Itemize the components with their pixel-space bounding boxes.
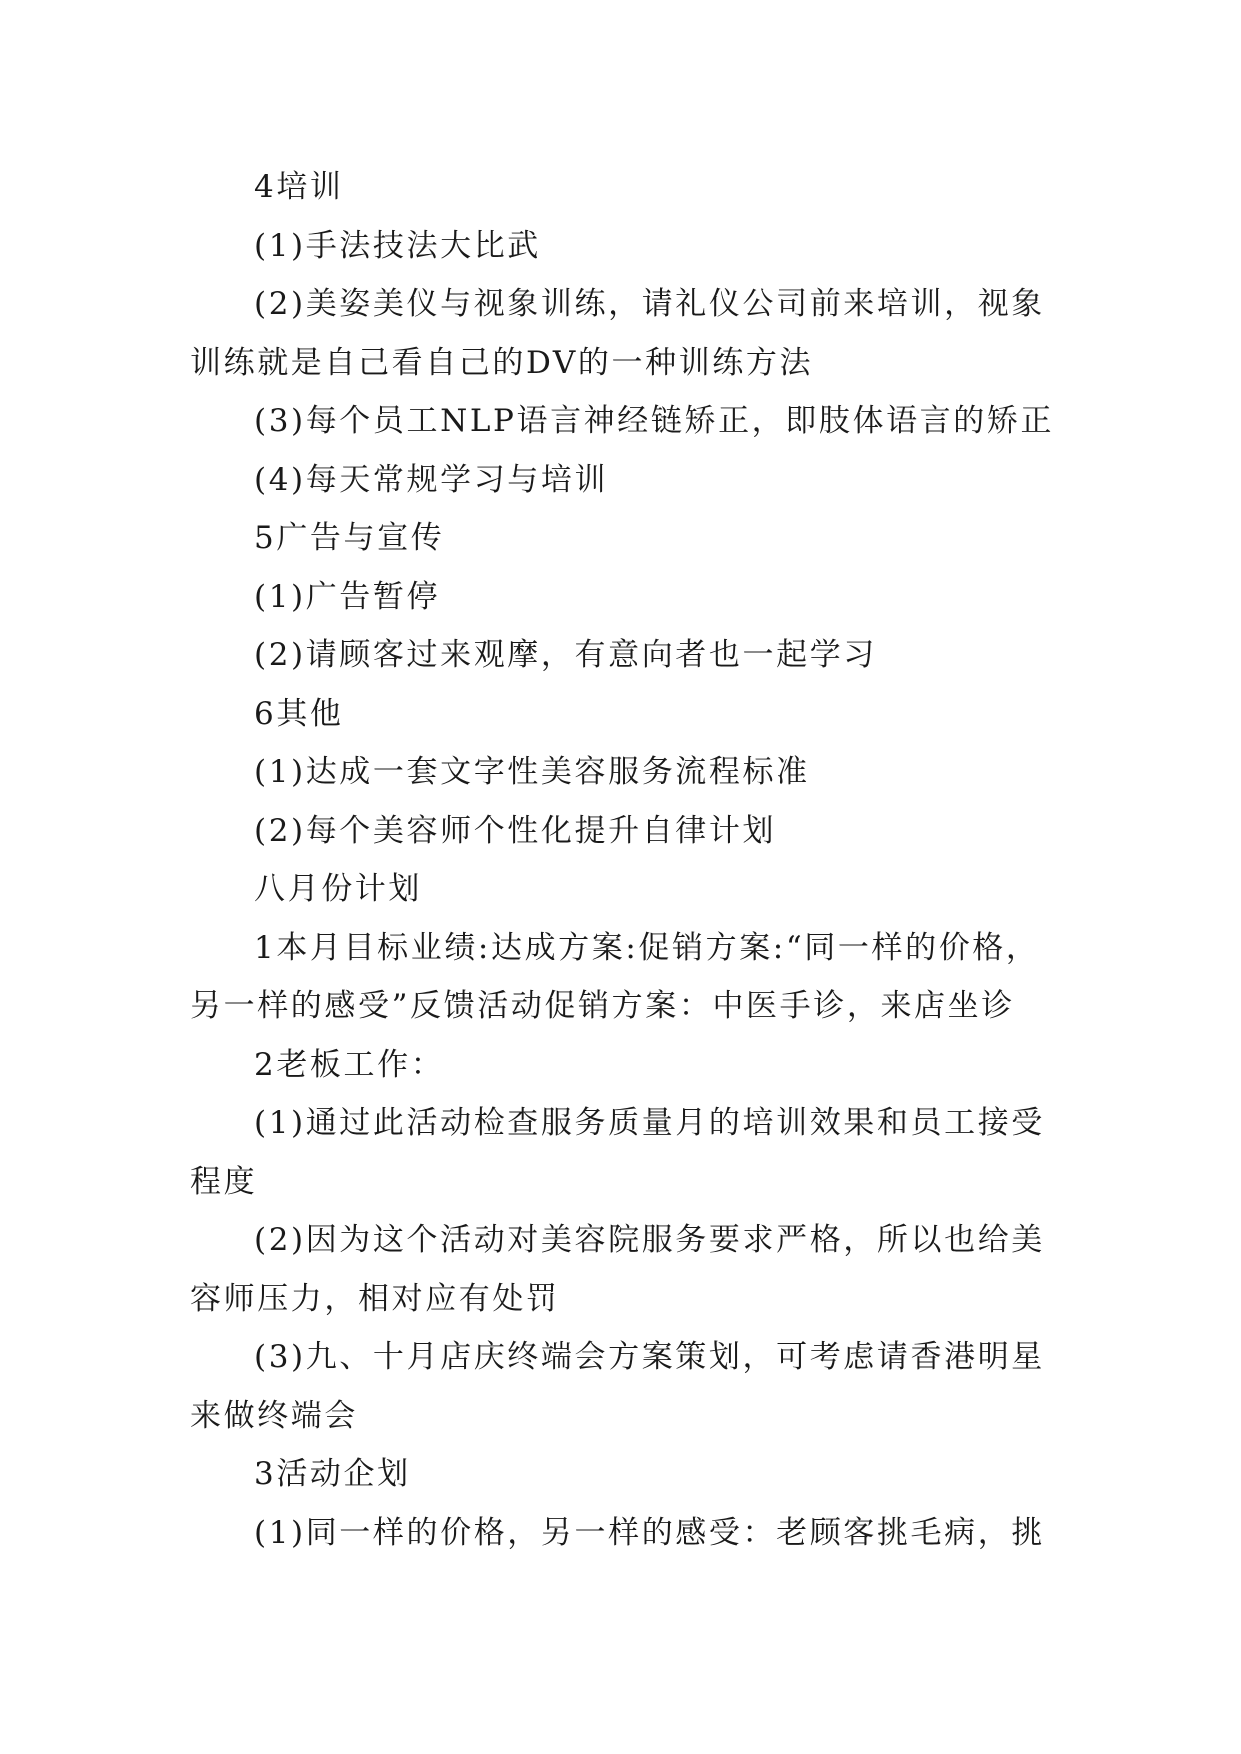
list-item: (1)通过此活动检查服务质量月的培训效果和员工接受程度 — [190, 1105, 1045, 1200]
section-heading-other: 6其他 — [254, 695, 344, 732]
list-item: (2)美姿美仪与视象训练，请礼仪公司前来培训，视象训练就是自己看自己的DV的一种训练方法 — [190, 286, 1045, 381]
list-item: (2)请顾客过来观摩，有意向者也一起学习 — [254, 637, 877, 673]
list-item: (3)每个员工NLP语言神经链矫正，即肢体语言的矫正 — [254, 403, 1055, 439]
plan-heading-august: 八月份计划 — [254, 871, 422, 907]
list-item: (1)广告暂停 — [254, 578, 441, 615]
list-item: (1)达成一套文字性美容服务流程标准 — [254, 754, 810, 790]
section-heading-boss-work: 2老板工作： — [254, 1046, 445, 1083]
section-heading-training: 4培训 — [254, 169, 344, 205]
section-heading-activity-planning: 3活动企划 — [254, 1456, 411, 1492]
list-item: (2)因为这个活动对美容院服务要求严格，所以也给美容师压力，相对应有处罚 — [190, 1222, 1045, 1317]
list-item: (4)每天常规学习与培训 — [254, 461, 609, 498]
list-item: (1)同一样的价格，另一样的感受：老顾客挑毛病，挑 — [254, 1514, 1045, 1551]
paragraph-target-performance: 1本月目标业绩:达成方案:促销方案:“同一样的价格，另一样的感受”反馈活动促销方案：中医手诊，来店坐诊 — [190, 929, 1040, 1024]
list-item: (3)九、十月店庆终端会方案策划，可考虑请香港明星来做终端会 — [190, 1339, 1045, 1434]
list-item: (2)每个美容师个性化提升自律计划 — [254, 812, 777, 849]
section-heading-advertising: 5广告与宣传 — [254, 520, 445, 556]
document-body — [190, 158, 1060, 1562]
list-item: (1)手法技法大比武 — [254, 227, 541, 264]
